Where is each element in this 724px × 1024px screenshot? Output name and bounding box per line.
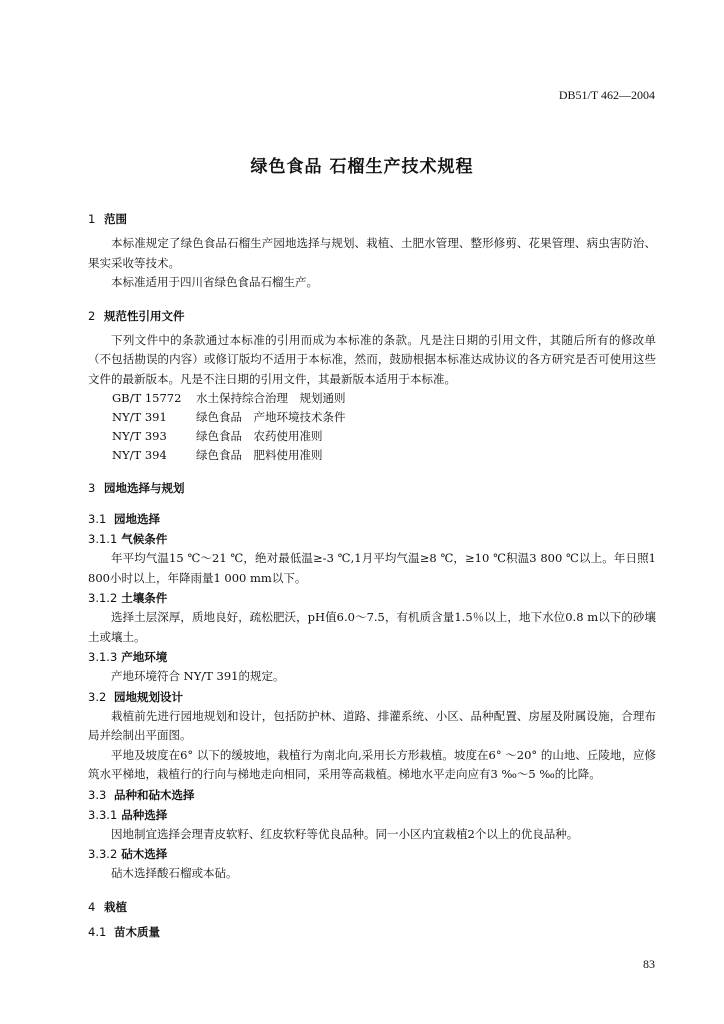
section-number: 3.1.2 bbox=[88, 591, 118, 605]
section-number: 3.3 bbox=[88, 787, 107, 802]
section-title: 范围 bbox=[104, 212, 127, 226]
reference-code: NY/T 391 bbox=[112, 410, 167, 424]
reference-item bbox=[88, 408, 656, 427]
paragraph: 选择土层深厚，质地良好，疏松肥沃，pH值6.0～7.5，有机质含量1.5％以上，地下水位0.8 m以下的砂壤土或壤土。 bbox=[88, 610, 656, 644]
section-title: 砧木选择 bbox=[121, 847, 168, 861]
section-number: 3.1.1 bbox=[88, 532, 118, 546]
section-number: 4 bbox=[88, 899, 96, 914]
paragraph: 本标准适用于四川省绿色食品石榴生产。 bbox=[111, 275, 318, 289]
document-body bbox=[88, 209, 656, 942]
reference-item bbox=[88, 446, 656, 465]
reference-item bbox=[88, 427, 656, 446]
section-title: 规范性引用文件 bbox=[104, 308, 185, 323]
section-title: 气候条件 bbox=[121, 532, 168, 546]
section-title: 产地环境 bbox=[121, 650, 168, 664]
document-id: DB51/T 462—2004 bbox=[558, 88, 655, 102]
section-4-heading bbox=[88, 897, 656, 917]
section-number: 3.3.2 bbox=[88, 847, 118, 861]
page-number: 83 bbox=[643, 957, 655, 971]
paragraph: 平地及坡度在6° 以下的缓坡地，栽植行为南北向,采用长方形栽植。坡度在6° ～20° 的山地、丘陵地，应修筑水平梯地，栽植行的行向与梯地走向相同，采用等高栽植。梯地水平走向应有3 ‰～5 ‰的比降。 bbox=[88, 747, 656, 781]
section-number: 4.1 bbox=[88, 924, 107, 939]
section-number: 3.2 bbox=[88, 689, 107, 704]
section-3-3-heading bbox=[88, 785, 656, 805]
section-title: 品种选择 bbox=[121, 807, 168, 822]
section-1-heading bbox=[88, 209, 656, 229]
section-3-2-heading bbox=[88, 687, 656, 707]
section-number: 3.3.1 bbox=[88, 807, 118, 822]
section-3-3-2-heading bbox=[88, 844, 656, 864]
section-4-1-heading bbox=[88, 922, 656, 942]
paragraph: 栽植前先进行园地规划和设计，包括防护林、道路、排灌系统、小区、品种配置、房屋及附属设施，合理布局并绘制出平面图。 bbox=[88, 708, 656, 742]
section-title: 品种和砧木选择 bbox=[114, 787, 195, 802]
paragraph: 因地制宜选择会理青皮软籽、红皮软籽等优良品种。同一小区内宜栽植2个以上的优良品种。 bbox=[111, 826, 579, 841]
reference-item bbox=[88, 389, 656, 408]
section-title: 土壤条件 bbox=[121, 591, 168, 605]
section-title: 园地选择 bbox=[114, 512, 160, 526]
section-number: 2 bbox=[88, 308, 96, 323]
section-3-1-1-heading bbox=[88, 529, 656, 549]
section-3-1-heading bbox=[88, 509, 656, 529]
reference-name: 绿色食品 产地环境技术条件 bbox=[196, 410, 346, 424]
paragraph: 砧木选择酸石榴或本砧。 bbox=[111, 866, 238, 880]
reference-name: 绿色食品 肥料使用准则 bbox=[196, 448, 323, 462]
section-title: 园地选择与规划 bbox=[104, 481, 185, 495]
section-3-3-1-heading bbox=[88, 805, 656, 825]
section-title: 栽植 bbox=[104, 899, 127, 914]
section-3-1-2-heading bbox=[88, 588, 656, 608]
paragraph: 年平均气温15 ℃～21 ℃，绝对最低温≥-3 ℃,1月平均气温≥8 ℃，≥10 ℃积温3 800 ℃以上。年日照1 800小时以上，年降雨量1 000 mm以下。 bbox=[88, 551, 656, 585]
reference-code: NY/T 393 bbox=[112, 429, 167, 443]
reference-code: GB/T 15772 bbox=[112, 391, 182, 405]
page-title: 绿色食品 石榴生产技术规程 bbox=[250, 157, 474, 177]
reference-code: NY/T 394 bbox=[112, 448, 167, 462]
section-number: 3.1.3 bbox=[88, 650, 118, 664]
paragraph: 下列文件中的条款通过本标准的引用而成为本标准的条款。凡是注日期的引用文件，其随后所有的修改单（不包括勘误的内容）或修订版均不适用于本标准，然而，鼓励根据本标准达成协议的各方研究是否可使用这些文件的最新版本。凡是不注日期的引用文件，其最新版本适用于本标准。 bbox=[88, 332, 656, 386]
section-title: 园地规划设计 bbox=[114, 689, 183, 704]
paragraph: 产地环境符合 NY/T 391的规定。 bbox=[111, 669, 285, 683]
section-number: 3.1 bbox=[88, 512, 107, 526]
reference-list bbox=[88, 389, 656, 465]
section-number: 3 bbox=[88, 481, 96, 495]
section-3-heading bbox=[88, 478, 656, 498]
reference-name: 水土保持综合治理 规划通则 bbox=[196, 391, 346, 405]
reference-name: 绿色食品 农药使用准则 bbox=[196, 429, 323, 443]
section-title: 苗木质量 bbox=[114, 924, 160, 939]
paragraph: 本标准规定了绿色食品石榴生产园地选择与规划、栽植、土肥水管理、整形修剪、花果管理、病虫害防治、果实采收等技术。 bbox=[88, 236, 656, 270]
section-3-1-3-heading bbox=[88, 647, 656, 667]
section-2-heading bbox=[88, 306, 656, 326]
section-number: 1 bbox=[88, 212, 96, 226]
